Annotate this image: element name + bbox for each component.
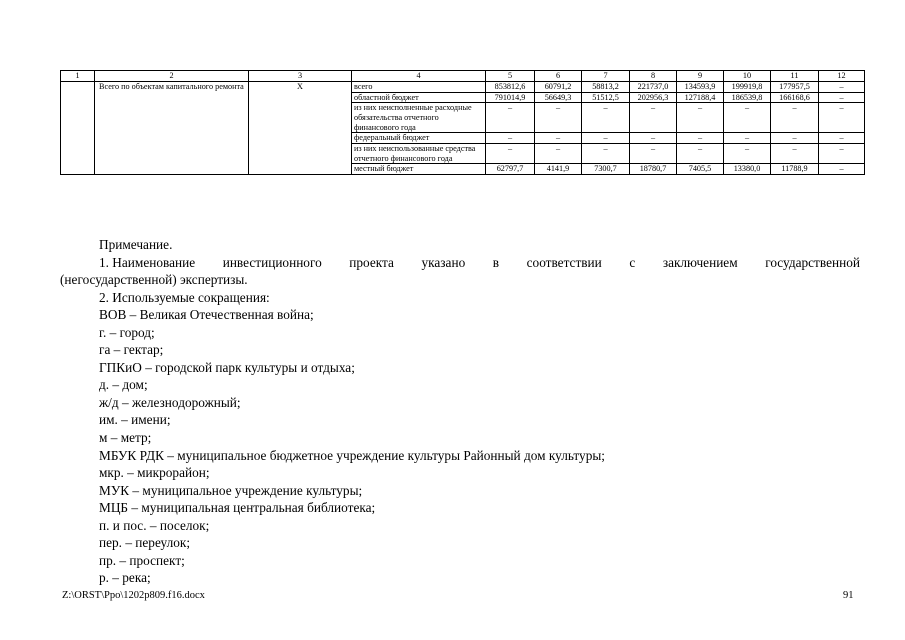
value-cell: – (582, 133, 630, 144)
value-cell: – (677, 144, 724, 164)
row-label: всего (352, 82, 486, 93)
value-cell: – (677, 103, 724, 133)
abbreviation-item: га – гектар; (99, 342, 164, 358)
abbreviation-item: п. и пос. – поселок; (99, 517, 210, 533)
notes-title: Примечание. (99, 237, 173, 252)
value-cell: – (630, 144, 677, 164)
value-cell: 221737,0 (630, 82, 677, 93)
page-number: 91 (843, 590, 854, 601)
value-cell: 127188,4 (677, 92, 724, 103)
value-cell: 18780,7 (630, 164, 677, 175)
value-cell: – (771, 133, 819, 144)
abbreviation-item: им. – имени; (99, 412, 171, 428)
table-header-row (61, 71, 865, 82)
column-number: 6 (535, 71, 582, 82)
value-cell: – (819, 82, 865, 93)
column-number: 2 (95, 71, 249, 82)
row-label: областной бюджет (352, 92, 486, 103)
value-cell: 56649,3 (535, 92, 582, 103)
abbreviation-item: м – метр; (99, 430, 152, 446)
value-cell: 58813,2 (582, 82, 630, 93)
value-cell: 853812,6 (486, 82, 535, 93)
note-word: в (492, 254, 500, 270)
value-cell: – (771, 103, 819, 133)
value-cell: 4141,9 (535, 164, 582, 175)
note-item-1-continued: (негосударственной) экспертизы. (60, 272, 248, 288)
column-number: 5 (486, 71, 535, 82)
abbreviation-item: мкр. – микрорайон; (99, 465, 210, 481)
abbreviation-item: ВОВ – Великая Отечественная война; (99, 307, 314, 323)
value-cell: 177957,5 (771, 82, 819, 93)
value-cell: – (819, 92, 865, 103)
value-cell: 7405,5 (677, 164, 724, 175)
note-word: с (629, 254, 636, 270)
value-cell: 13380,0 (724, 164, 771, 175)
column-3-cell: Х (249, 82, 352, 175)
object-name-cell: Всего по объектам капитального ремонта (95, 82, 249, 175)
budget-table (60, 70, 865, 175)
value-cell: 202956,3 (630, 92, 677, 103)
column-number: 4 (352, 71, 486, 82)
value-cell: – (819, 164, 865, 175)
value-cell: – (486, 133, 535, 144)
value-cell: – (724, 133, 771, 144)
notes-section (60, 236, 860, 587)
value-cell: – (535, 144, 582, 164)
value-cell: – (771, 144, 819, 164)
abbreviation-item: пер. – переулок; (99, 535, 191, 551)
table-row (61, 82, 865, 93)
value-cell: 11788,9 (771, 164, 819, 175)
value-cell: – (819, 144, 865, 164)
value-cell: 199919,8 (724, 82, 771, 93)
abbreviation-item: д. – дом; (99, 377, 148, 393)
value-cell: – (582, 103, 630, 133)
column-number: 12 (819, 71, 865, 82)
abbreviation-item: МУК – муниципальное учреждение культуры; (99, 482, 363, 498)
footer-file-path: Z:\ORST\Ppo\1202p809.f16.docx (62, 590, 205, 601)
column-number: 7 (582, 71, 630, 82)
abbreviation-item: МЦБ – муниципальная центральная библиотека; (99, 500, 376, 516)
index-cell (61, 82, 95, 175)
abbreviation-item: ж/д – железнодорожный; (99, 394, 241, 410)
column-number: 1 (61, 71, 95, 82)
row-label: из них неиспользованные средства отчетного финансового года (352, 144, 486, 164)
row-label: местный бюджет (352, 164, 486, 175)
note-item-2: 2. Используемые сокращения: (99, 289, 270, 305)
value-cell: – (630, 103, 677, 133)
column-number: 3 (249, 71, 352, 82)
value-cell: – (582, 144, 630, 164)
note-word: инвестиционного (222, 254, 322, 270)
value-cell: 791014,9 (486, 92, 535, 103)
value-cell: – (819, 133, 865, 144)
value-cell: 7300,7 (582, 164, 630, 175)
value-cell: – (724, 103, 771, 133)
column-number: 10 (724, 71, 771, 82)
value-cell: – (486, 144, 535, 164)
value-cell: – (630, 133, 677, 144)
column-number: 9 (677, 71, 724, 82)
value-cell: – (724, 144, 771, 164)
value-cell: 62797,7 (486, 164, 535, 175)
abbreviation-item: р. – река; (99, 570, 151, 586)
value-cell: 60791,2 (535, 82, 582, 93)
note-word: проекта (349, 254, 394, 270)
note-word: соответствии (526, 254, 602, 270)
note-word: заключением (662, 254, 738, 270)
value-cell: 51512,5 (582, 92, 630, 103)
value-cell: – (677, 133, 724, 144)
row-label: из них неисполненные расходные обязательства отчетного финансового года (352, 103, 486, 133)
note-word: государственной (765, 254, 860, 270)
abbreviation-item: г. – город; (99, 324, 155, 340)
value-cell: – (486, 103, 535, 133)
value-cell: 134593,9 (677, 82, 724, 93)
value-cell: 186539,8 (724, 92, 771, 103)
note-item-1 (60, 254, 860, 272)
note-word: 1. Наименование (99, 254, 196, 270)
abbreviation-item: ГПКиО – городской парк культуры и отдыха; (99, 359, 355, 375)
abbreviation-item: МБУК РДК – муниципальное бюджетное учреждение культуры Районный дом культуры; (99, 447, 605, 463)
note-word: указано (421, 254, 466, 270)
column-number: 8 (630, 71, 677, 82)
value-cell: – (819, 103, 865, 133)
value-cell: – (535, 103, 582, 133)
row-label: федеральный бюджет (352, 133, 486, 144)
column-number: 11 (771, 71, 819, 82)
value-cell: – (535, 133, 582, 144)
abbreviation-item: пр. – проспект; (99, 552, 185, 568)
value-cell: 166168,6 (771, 92, 819, 103)
